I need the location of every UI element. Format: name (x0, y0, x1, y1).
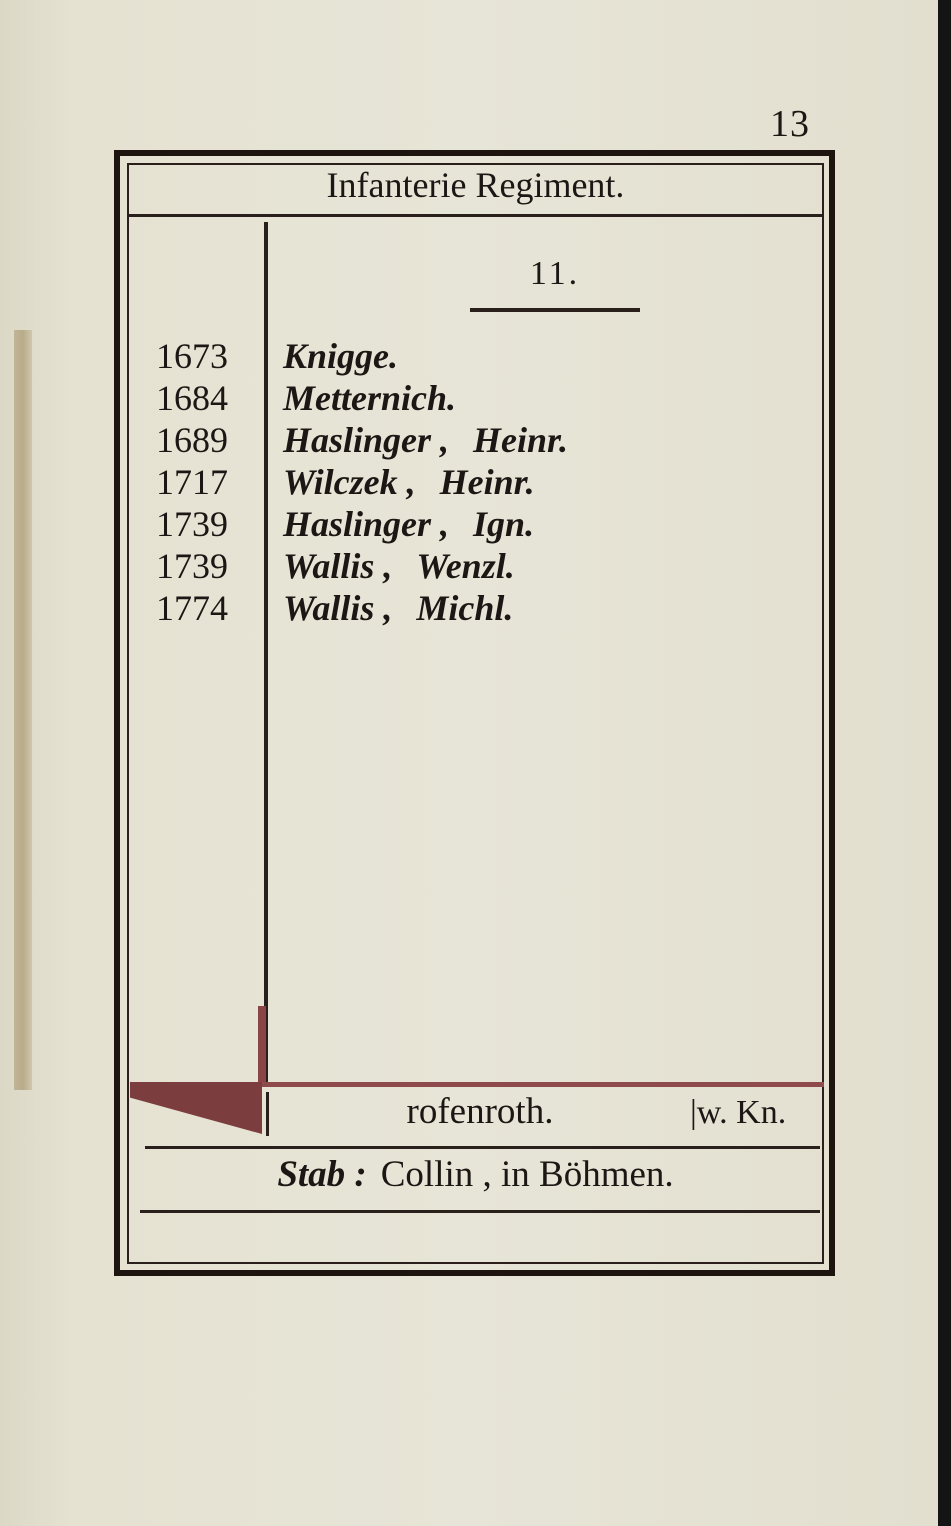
entry-name (283, 378, 480, 418)
entry-name (283, 462, 535, 502)
entry-surname: Haslinger , (283, 504, 450, 544)
footer-divider-1 (145, 1146, 820, 1149)
facing-color-marker-vertical (258, 1006, 266, 1082)
entry-year: 1689 (156, 420, 228, 460)
entry-year: 1673 (156, 336, 228, 376)
entry-name (283, 420, 568, 460)
entry-year: 1717 (156, 462, 228, 502)
entry-name (283, 546, 515, 586)
uniform-note: |w. Kn. (690, 1094, 787, 1131)
entry-given-name: Ign. (473, 504, 535, 544)
header-divider (127, 214, 824, 217)
facing-color-text: rofenroth. (406, 1091, 554, 1132)
entry-year: 1739 (156, 546, 228, 586)
facing-color-marker-line (258, 1082, 824, 1087)
page-edge-stain (14, 330, 32, 1090)
entry-name (283, 504, 534, 544)
entry-surname: Wilczek , (283, 462, 416, 502)
page-number: 13 (770, 103, 810, 145)
regiment-number-underline (470, 308, 640, 312)
entry-year: 1684 (156, 378, 228, 418)
page-header: Infanterie Regiment. (326, 165, 625, 205)
staff-location-line (127, 1153, 824, 1196)
staff-label: Stab : (277, 1154, 367, 1195)
entry-name (283, 336, 422, 376)
entry-surname: Haslinger , (283, 420, 450, 460)
facing-column-divider (266, 1092, 269, 1136)
staff-location: Collin , in Böhmen. (380, 1154, 674, 1195)
year-column-divider (264, 222, 268, 1082)
regiment-number: 11. (529, 255, 581, 292)
entry-surname: Metternich. (283, 378, 457, 418)
entry-year: 1739 (156, 504, 228, 544)
entry-surname: Wallis , (283, 588, 393, 628)
entry-year: 1774 (156, 588, 228, 628)
footer-divider-2 (140, 1210, 820, 1213)
entry-name (283, 588, 513, 628)
entry-given-name: Wenzl. (416, 546, 515, 586)
entry-given-name: Heinr. (439, 462, 535, 502)
entry-surname: Knigge. (283, 336, 399, 376)
entry-surname: Wallis , (283, 546, 393, 586)
entry-given-name: Heinr. (473, 420, 569, 460)
entry-given-name: Michl. (416, 588, 514, 628)
